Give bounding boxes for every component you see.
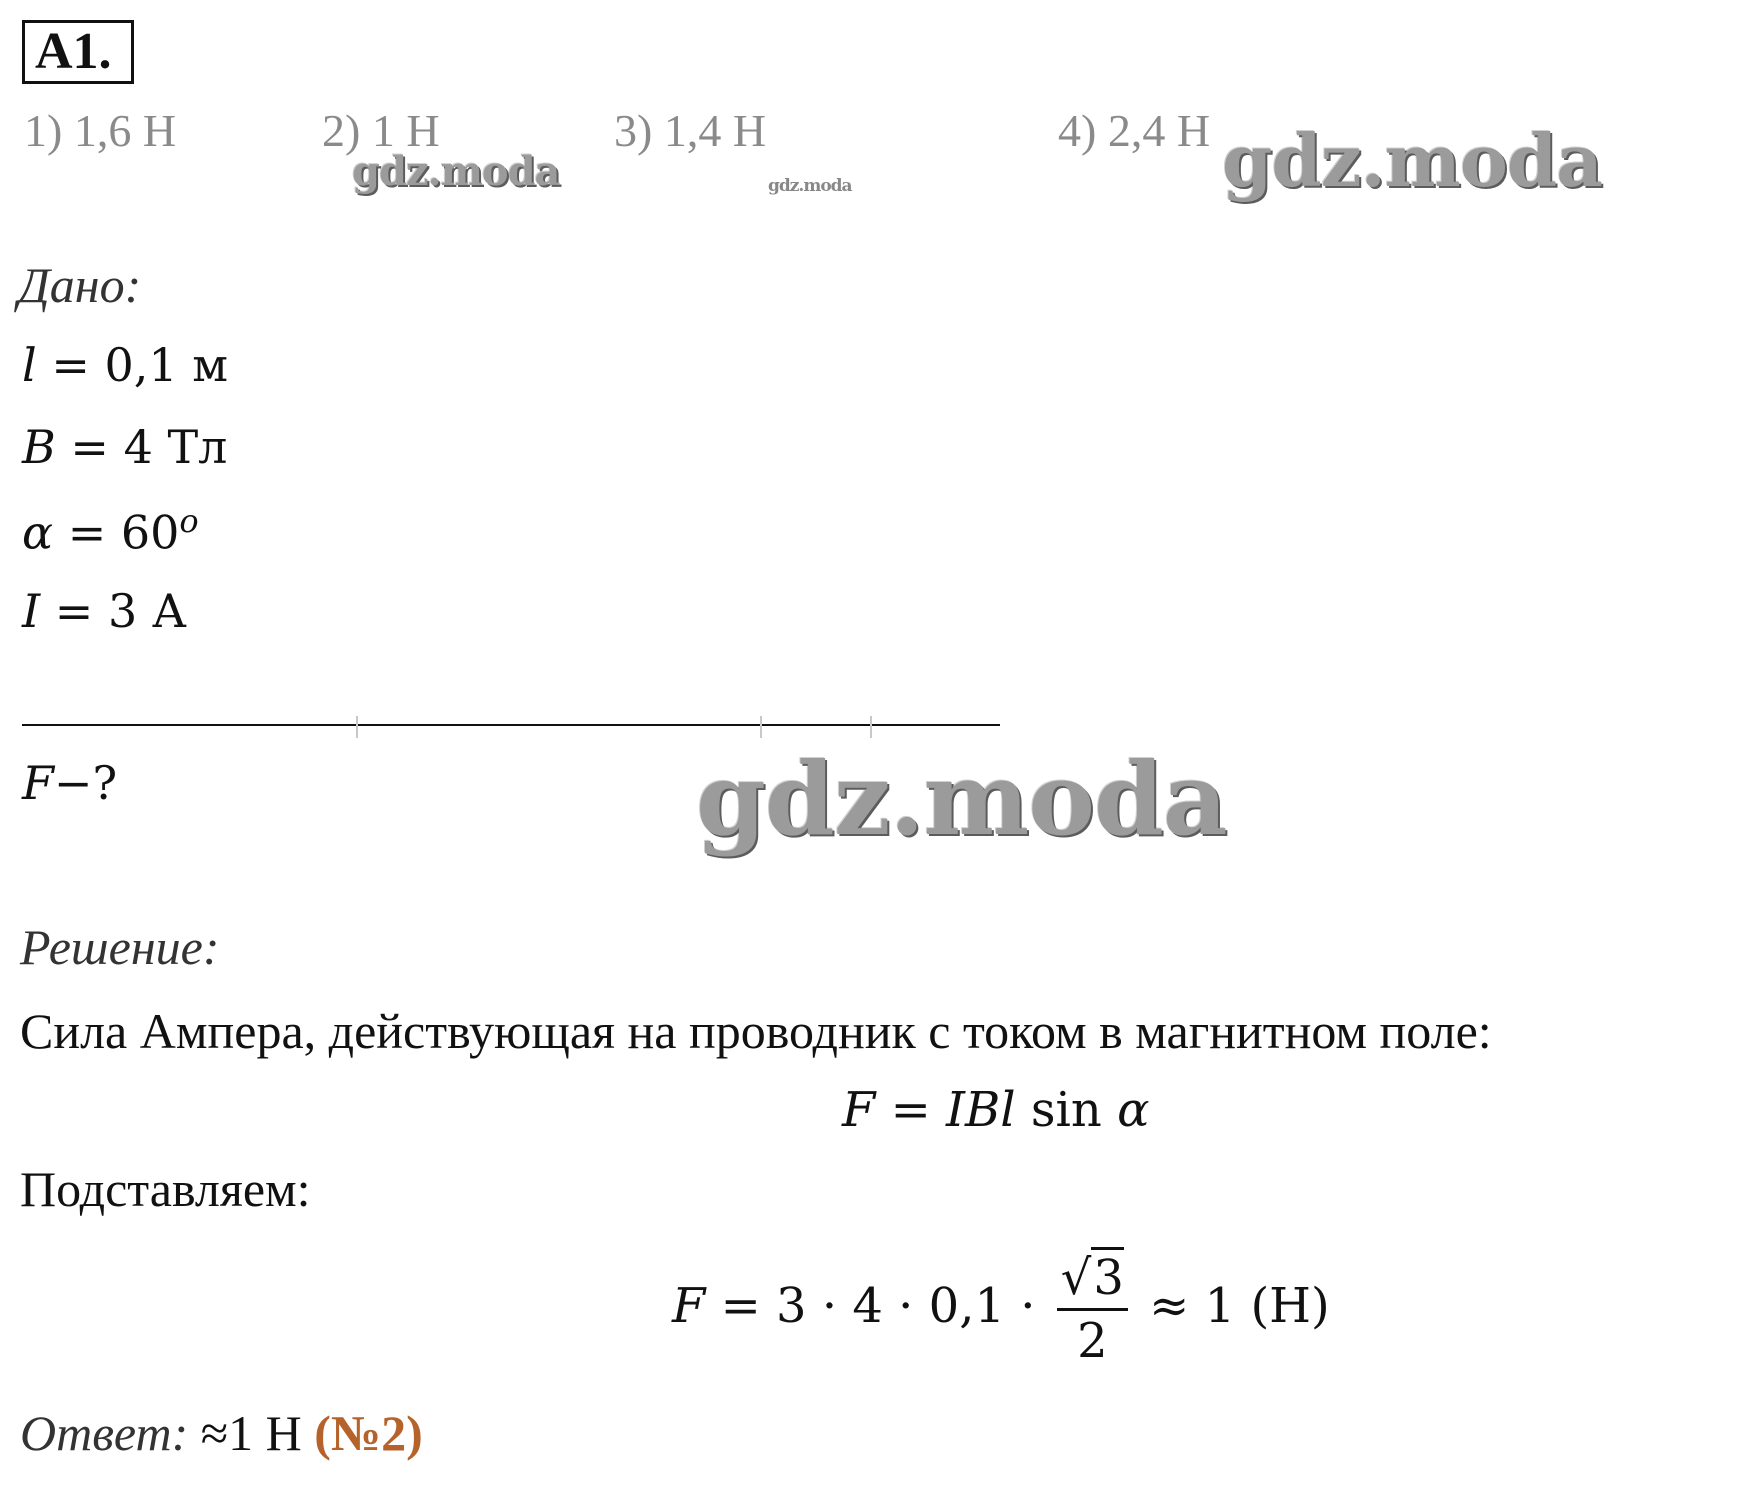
answer-number: (№2) xyxy=(314,1405,423,1461)
given-length-value: = 0,1 м xyxy=(36,338,229,392)
given-induction xyxy=(22,420,227,474)
calc-lhs: F xyxy=(672,1278,706,1334)
given-heading: Дано: xyxy=(18,257,142,313)
given-angle-value: = 60 xyxy=(53,505,180,560)
find-question: −? xyxy=(53,756,118,810)
option-1: 1) 1,6 Н xyxy=(24,105,177,156)
task-label: A1. xyxy=(22,20,134,84)
solution-text-2: Подставляем: xyxy=(20,1161,311,1217)
option-4: 4) 2,4 Н xyxy=(1058,105,1211,156)
formula-sin: sin xyxy=(1015,1082,1118,1138)
formula-angle: α xyxy=(1117,1082,1150,1138)
solution-heading: Решение: xyxy=(20,919,220,975)
given-current-symbol: I xyxy=(22,584,41,638)
ampere-formula xyxy=(842,1082,1149,1138)
given-induction-value: = 4 Тл xyxy=(55,420,228,474)
calc-middle: = 3 · 4 · 0,1 · xyxy=(705,1278,1051,1334)
sqrt-radicand: 3 xyxy=(1091,1247,1124,1306)
fraction-numerator xyxy=(1057,1250,1128,1311)
divider-mark xyxy=(760,716,762,738)
solution-text-1: Сила Ампера, действующая на проводник с током в магнитном поле: xyxy=(20,1003,1492,1059)
formula-eq: = xyxy=(875,1082,947,1138)
find-line xyxy=(22,756,117,810)
given-current-value: = 3 А xyxy=(40,584,187,638)
sqrt-symbol: √ xyxy=(1060,1250,1092,1306)
fraction-denominator: 2 xyxy=(1077,1313,1108,1369)
watermark-small: gdz.moda xyxy=(352,148,560,195)
formula-rhs: IBl xyxy=(946,1082,1016,1138)
given-current xyxy=(22,584,187,638)
watermark-medium: gdz.moda xyxy=(1222,118,1602,203)
given-angle-symbol: α xyxy=(22,505,54,560)
given-divider xyxy=(22,724,1000,726)
given-angle-degree: o xyxy=(179,502,199,540)
formula-lhs: F xyxy=(842,1082,876,1138)
option-2: 2) 1 Н xyxy=(322,105,440,156)
calc-fraction xyxy=(1057,1250,1128,1369)
given-angle xyxy=(22,502,199,559)
given-length xyxy=(22,338,228,392)
calculation-formula xyxy=(672,1250,1330,1369)
calc-result: ≈ 1 (Н) xyxy=(1133,1278,1330,1334)
answer-line xyxy=(20,1404,423,1462)
answer-label: Ответ: xyxy=(20,1405,189,1461)
given-induction-symbol: B xyxy=(22,420,56,474)
watermark-tiny: gdz.moda xyxy=(768,176,852,196)
given-length-symbol: l xyxy=(22,338,37,392)
watermark-large: gdz.moda xyxy=(696,740,1227,858)
divider-mark xyxy=(356,716,358,738)
option-3: 3) 1,4 Н xyxy=(614,105,767,156)
divider-mark xyxy=(870,716,872,738)
find-symbol: F xyxy=(22,756,54,810)
answer-value: ≈1 Н xyxy=(188,1405,315,1461)
